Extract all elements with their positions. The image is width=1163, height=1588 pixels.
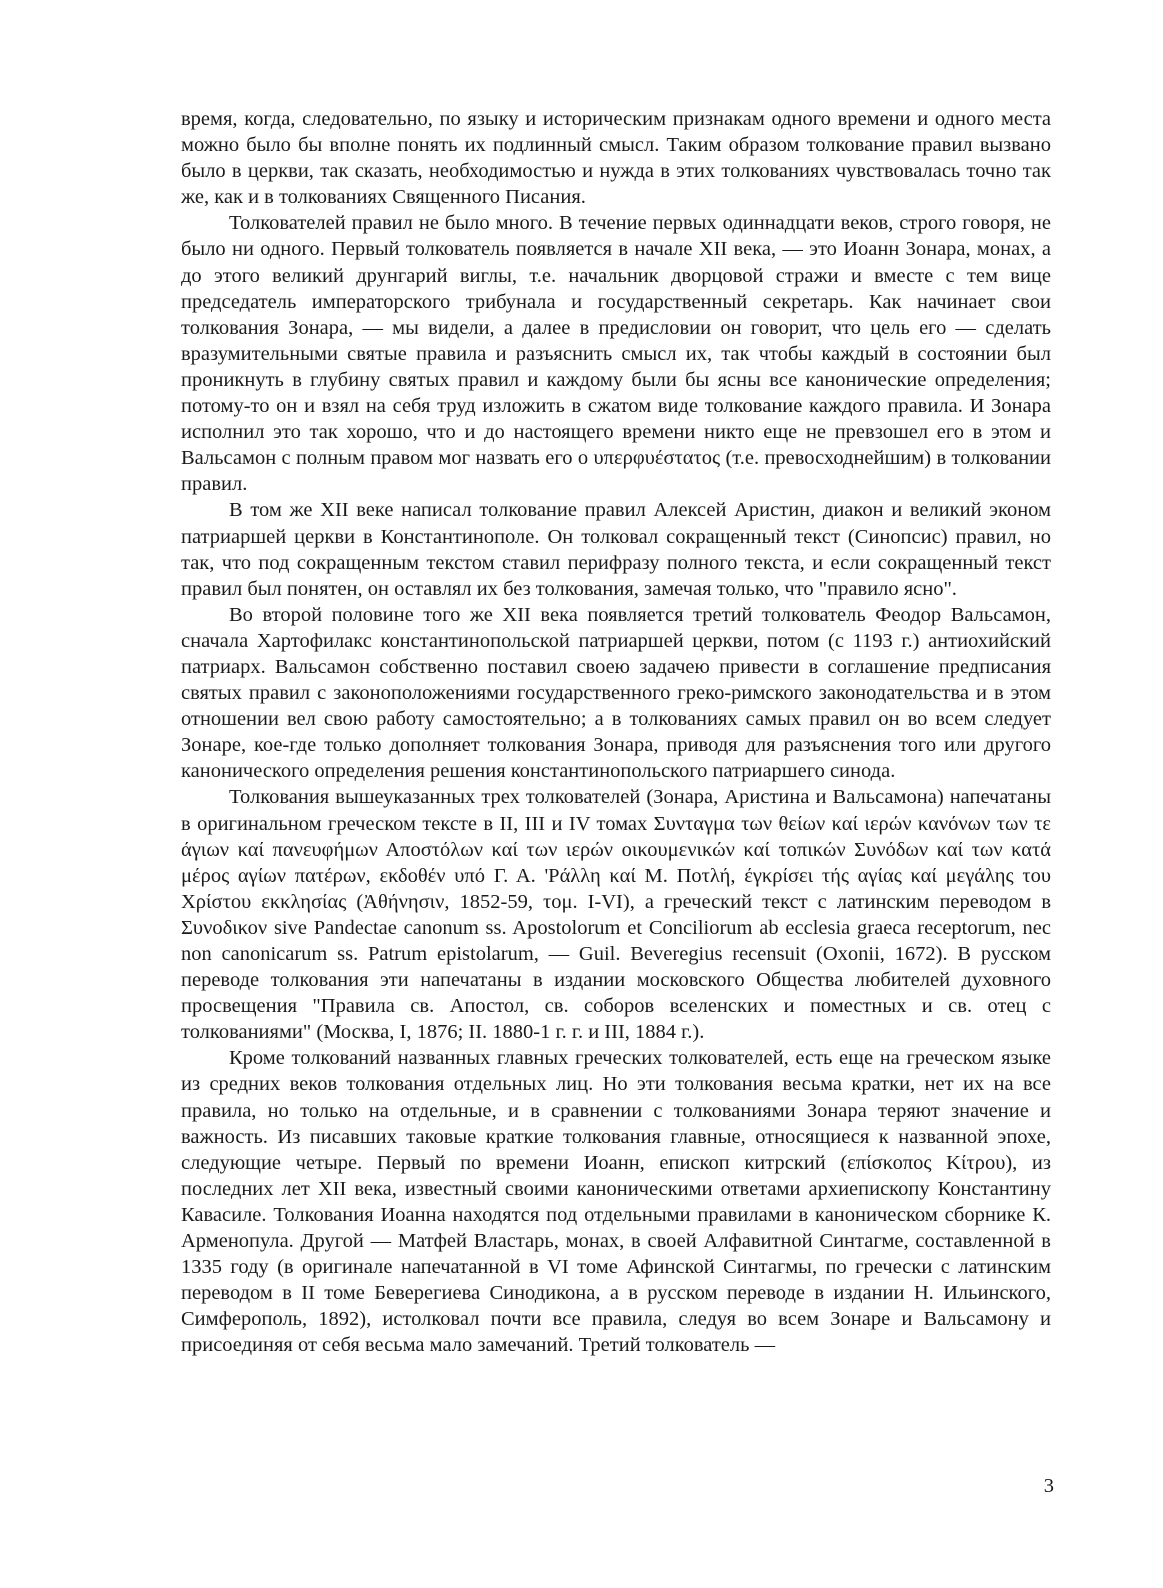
paragraph-4: Во второй половине того же XII века появляется третий толкователь Феодор Вальсамон, сначала Хартофилакс константинопольской патриаршей церкви, потом (с 1193 г.) антиохийский патриарх. Вальсамон собственно поставил своею задачею привести в соглашение предписания святых правил с законоположениями государственного греко-римского законодательства и в этом отношении вел свою работу самостоятельно; а в толкованиях самых правил он во всем следует Зонаре, кое-где только дополняет толкования Зонара, приводя для разъяснения того или другого канонического определения решения константинопольского патриаршего синода. (181, 603, 1051, 783)
body-text (181, 106, 1051, 1359)
page-number: 3 (1043, 1475, 1054, 1497)
paragraph-3: В том же XII веке написал толкование правил Алексей Аристин, диакон и великий эконом патриаршей церкви в Константинополе. Он толковал сокращенный текст (Синопсис) правил, но так, что под сокращенным текстом ставил перифразу полного текста, и если сокращенный текст правил был понятен, он оставлял их без толкования, замечая только, что "правило ясно". (181, 499, 1051, 600)
paragraph-1: время, когда, следовательно, по языку и историческим признакам одного времени и одного места можно было бы вполне понять их подлинный смысл. Таким образом толкование правил вызвано было в церкви, так сказать, необходимостью и нужда в этих толкованиях чувствовалась точно так же, как и в толкованиях Священного Писания. (181, 108, 1051, 209)
paragraph-5: Толкования вышеуказанных трех толкователей (Зонара, Аристина и Вальсамона) напечатаны в оригинальном греческом тексте в II, III и IV томах Συνταγμα των θείων καί ιερών κανόνων των τε άγιων καί πανευφήμων Αποστόλων καί των ιερών οικουμενικών καί τοπικών Συνόδων καί των κατά μέρος αγίων πατέρων, εκδοθέν υπό Γ. Α. 'Ράλλη καί Μ. Ποτλή, έγκρίσει τής αγίας καί μεγάλης του Χρίστου εκκλησίας (Ἀθήνησιν, 1852-59, τομ. I-VI), а греческий текст с латинским переводом в Συνοδικον sive Pandectae canonum ss. Apostolorum et Conciliorum ab ecclesia graeca receptorum, nec non canonicarum ss. Patrum epistolarum, — Guil. Beveregius recensuit (Oxonii, 1672). В русском переводе толкования эти напечатаны в издании московского Общества любителей духовного просвещения "Правила св. Апостол, св. соборов вселенских и поместных и св. отец с толкованиями" (Москва, I, 1876; II. 1880-1 г. г. и III, 1884 г.). (181, 786, 1051, 1044)
paragraph-6: Кроме толкований названных главных греческих толкователей, есть еще на греческом языке из средних веков толкования отдельных лиц. Но эти толкования весьма кратки, нет их на все правила, но только на отдельные, и в сравнении с толкованиями Зонара теряют значение и важность. Из писавших таковые краткие толкования главные, относящиеся к названной эпохе, следующие четыре. Первый по времени Иоанн, епископ китрский (επίσκοπος Κίτρου), из последних лет XII века, известный своими каноническими ответами архиепископу Константину Кавасиле. Толкования Иоанна находятся под отдельными правилами в каноническом сборнике К. Арменопула. Другой — Матфей Властарь, монах, в своей Алфавитной Синтагме, составленной в 1335 году (в оригинале напечатанной в VI томе Афинской Синтагмы, по гречески с латинским переводом в II томе Беверегиева Синодикона, а в русском переводе в издании Н. Ильинского, Симферополь, 1892), истолковал почти все правила, следуя во всем Зонаре и Вальсамону и присоединяя от себя весьма мало замечаний. Третий толкователь — (181, 1047, 1051, 1357)
paragraph-2: Толкователей правил не было много. В течение первых одиннадцати веков, строго говоря, не было ни одного. Первый толкователь появляется в начале XII века, — это Иоанн Зонара, монах, а до этого великий друнгарий виглы, т.е. начальник дворцовой стражи и вместе с тем вице председатель императорского трибунала и государственный секретарь. Как начинает свои толкования Зонара, — мы видели, а далее в предисловии он говорит, что цель его — сделать вразумительными святые правила и разъяснить смысл их, так чтобы каждый в состоянии был проникнуть в глубину святых правил и каждому были бы ясны все канонические определения; потому-то он и взял на себя труд изложить в сжатом виде толкование каждого правила. И Зонара исполнил это так хорошо, что и до настоящего времени никто еще не превзошел его в этом и Вальсамон с полным правом мог назвать его ο υπερφυέστατος (т.е. превосходнейшим) в толковании правил. (181, 212, 1051, 496)
